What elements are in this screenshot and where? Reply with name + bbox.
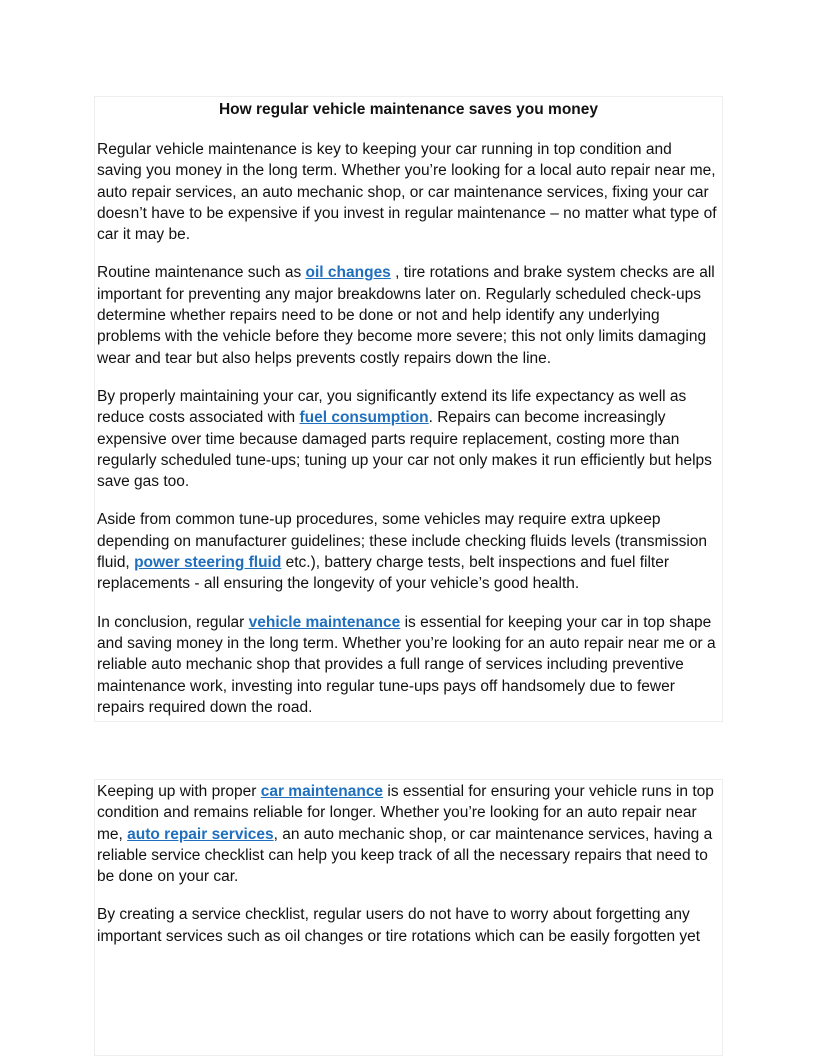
car-maintenance-link[interactable]: car maintenance (260, 783, 384, 800)
paragraph-text: , an auto mechanic shop, or car maintenance services, having a reliable service checklist can help you keep track of all the necessary repairs that need to be done on your car. (97, 825, 713, 886)
paragraph-conclusion (97, 612, 720, 718)
auto-repair-services-link[interactable]: auto repair services (127, 825, 274, 843)
paragraph-checklist-intro (97, 781, 720, 887)
paragraph-text: Keeping up with proper (97, 783, 261, 800)
paragraph-text: is essential for ensuring your vehicle runs in top condition and remains reliable for longer. Whether you’re looking for an auto repair near me, (97, 783, 714, 843)
paragraph-text: Aside from common tune-up procedures, some vehicles may require extra upkeep depending on manufacturer guidelines; these include checking fluids levels (transmission fluid, (97, 511, 708, 572)
paragraph-text: , tire rotations and brake system checks are all important for preventing any major breakdowns later on. Regularly scheduled check-ups determine whether repairs need to be done or not and help identify any underlying problems with the vehicle before they become more severe; this not only limits damaging wear and tear but also helps prevents costly repairs down the line. (97, 264, 715, 367)
paragraph-text: In conclusion, regular (97, 613, 249, 631)
article-section (94, 96, 723, 722)
checklist-section (94, 779, 723, 1056)
paragraph-extra-upkeep (97, 509, 720, 594)
fuel-consumption-link[interactable]: fuel consumption (299, 409, 429, 427)
paragraph-text: . Repairs can become increasingly expensive over time because damaged parts require replacement, costing more than regularly scheduled tune-ups; tuning up your car not only makes it run efficiently but helps save gas too. (97, 409, 712, 491)
paragraph-life-expectancy (97, 386, 720, 492)
paragraph-routine-maintenance (97, 262, 720, 368)
paragraph-service-checklist: By creating a service checklist, regular users do not have to worry about forgetting any important services such as oil changes or tire rotations which can be easily forgotten yet (97, 906, 701, 945)
oil-changes-link[interactable]: oil changes (305, 264, 391, 282)
paragraph-intro: Regular vehicle maintenance is key to keeping your car running in top condition and saving you money in the long term. Whether you’re looking for a local auto repair near me, auto repair services, an auto mechanic shop, or car maintenance services, fixing your car doesn’t have to be expensive if you invest in regular maintenance – no matter what type of car it may be. (97, 141, 717, 244)
paragraph-text: By properly maintaining your car, you significantly extend its life expectancy as well as reduce costs associated with (97, 387, 687, 427)
paragraph-text: Routine maintenance such as (97, 264, 306, 282)
paragraph-text: is essential for keeping your car in top shape and saving money in the long term. Whether you’re looking for an auto repair near me or a reliable auto mechanic shop that provides a full range of services including preventive maintenance work, investing into regular tune-ups pays off handsomely due to fewer repairs required down the road. (97, 613, 716, 716)
power-steering-fluid-link[interactable]: power steering fluid (134, 554, 282, 572)
article-title: How regular vehicle maintenance saves you money (218, 101, 599, 118)
vehicle-maintenance-link[interactable]: vehicle maintenance (248, 613, 401, 631)
paragraph-text: etc.), battery charge tests, belt inspections and fuel filter replacements - all ensuring the longevity of your vehicle’s good health. (97, 554, 670, 593)
